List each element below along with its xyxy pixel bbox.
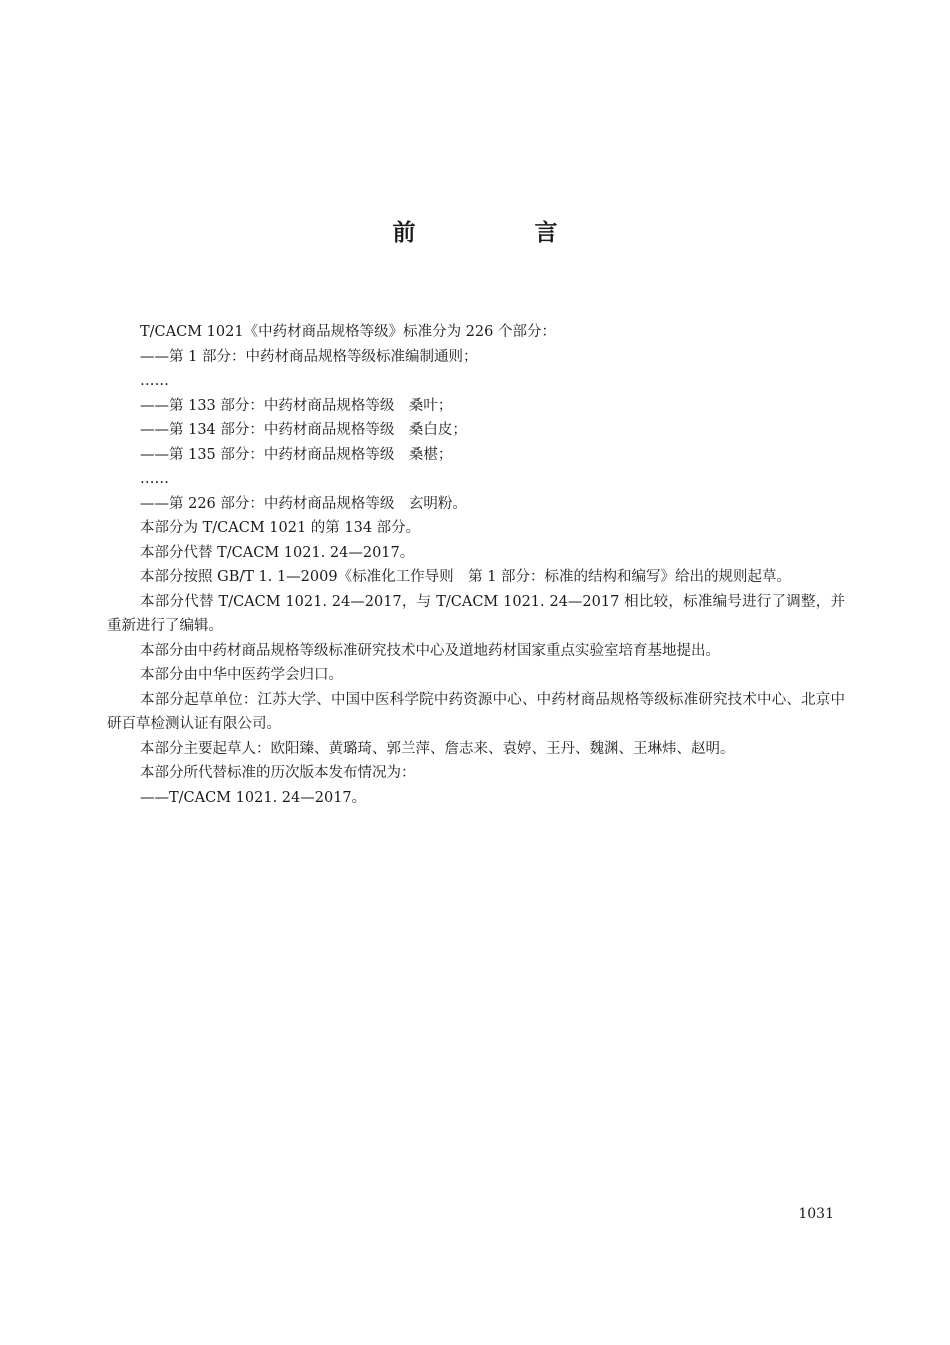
list-item-part-135: ——第 135 部分：中药材商品规格等级 桑椹； bbox=[140, 446, 453, 463]
page-title: 前 言 bbox=[392, 220, 606, 246]
ellipsis: …… bbox=[140, 373, 169, 389]
drafting-rules-paragraph: 本部分按照 GB/T 1. 1—2009《标准化工作导则 第 1 部分：标准的结构和编写》给出的规则起草。 bbox=[140, 569, 792, 585]
list-item-part-134: ——第 134 部分：中药材商品规格等级 桑白皮； bbox=[140, 422, 467, 438]
list-item-part-226: ——第 226 部分：中药材商品规格等级 玄明粉。 bbox=[140, 495, 467, 512]
drafters-paragraph: 本部分主要起草人：欧阳臻、黄璐琦、郭兰萍、詹志来、袁婷、王丹、魏渊、王琳炜、赵明。 bbox=[140, 740, 735, 757]
intro-paragraph: T/CACM 1021《中药材商品规格等级》标准分为 226 个部分： bbox=[140, 324, 556, 340]
centralized-by-paragraph: 本部分由中华中医药学会归口。 bbox=[140, 667, 343, 683]
list-item-part-1: ——第 1 部分：中药材商品规格等级标准编制通则； bbox=[140, 348, 478, 365]
history-list-item: ——T/CACM 1021. 24—2017。 bbox=[140, 789, 367, 806]
replaces-paragraph: 本部分代替 T/CACM 1021. 24—2017。 bbox=[140, 544, 415, 561]
this-part-paragraph: 本部分为 T/CACM 1021 的第 134 部分。 bbox=[140, 520, 421, 536]
history-intro-paragraph: 本部分所代替标准的历次版本发布情况为： bbox=[140, 765, 416, 781]
drafting-units-paragraph: 本部分起草单位：江苏大学、中国中医科学院中药资源中心、中药材商品规格等级标准研究技术中心、北京中研百草检测认证有限公司。 bbox=[107, 691, 845, 732]
ellipsis: …… bbox=[140, 471, 169, 487]
foreword-body bbox=[107, 320, 845, 810]
proposed-by-paragraph: 本部分由中药材商品规格等级标准研究技术中心及道地药材国家重点实验室培育基地提出。 bbox=[140, 642, 720, 659]
list-item-part-133: ——第 133 部分：中药材商品规格等级 桑叶； bbox=[140, 397, 453, 414]
changes-paragraph: 本部分代替 T/CACM 1021. 24—2017，与 T/CACM 1021. 24—2017 相比较，标准编号进行了调整，并重新进行了编辑。 bbox=[107, 593, 845, 634]
page-number: 1031 bbox=[798, 1206, 834, 1222]
